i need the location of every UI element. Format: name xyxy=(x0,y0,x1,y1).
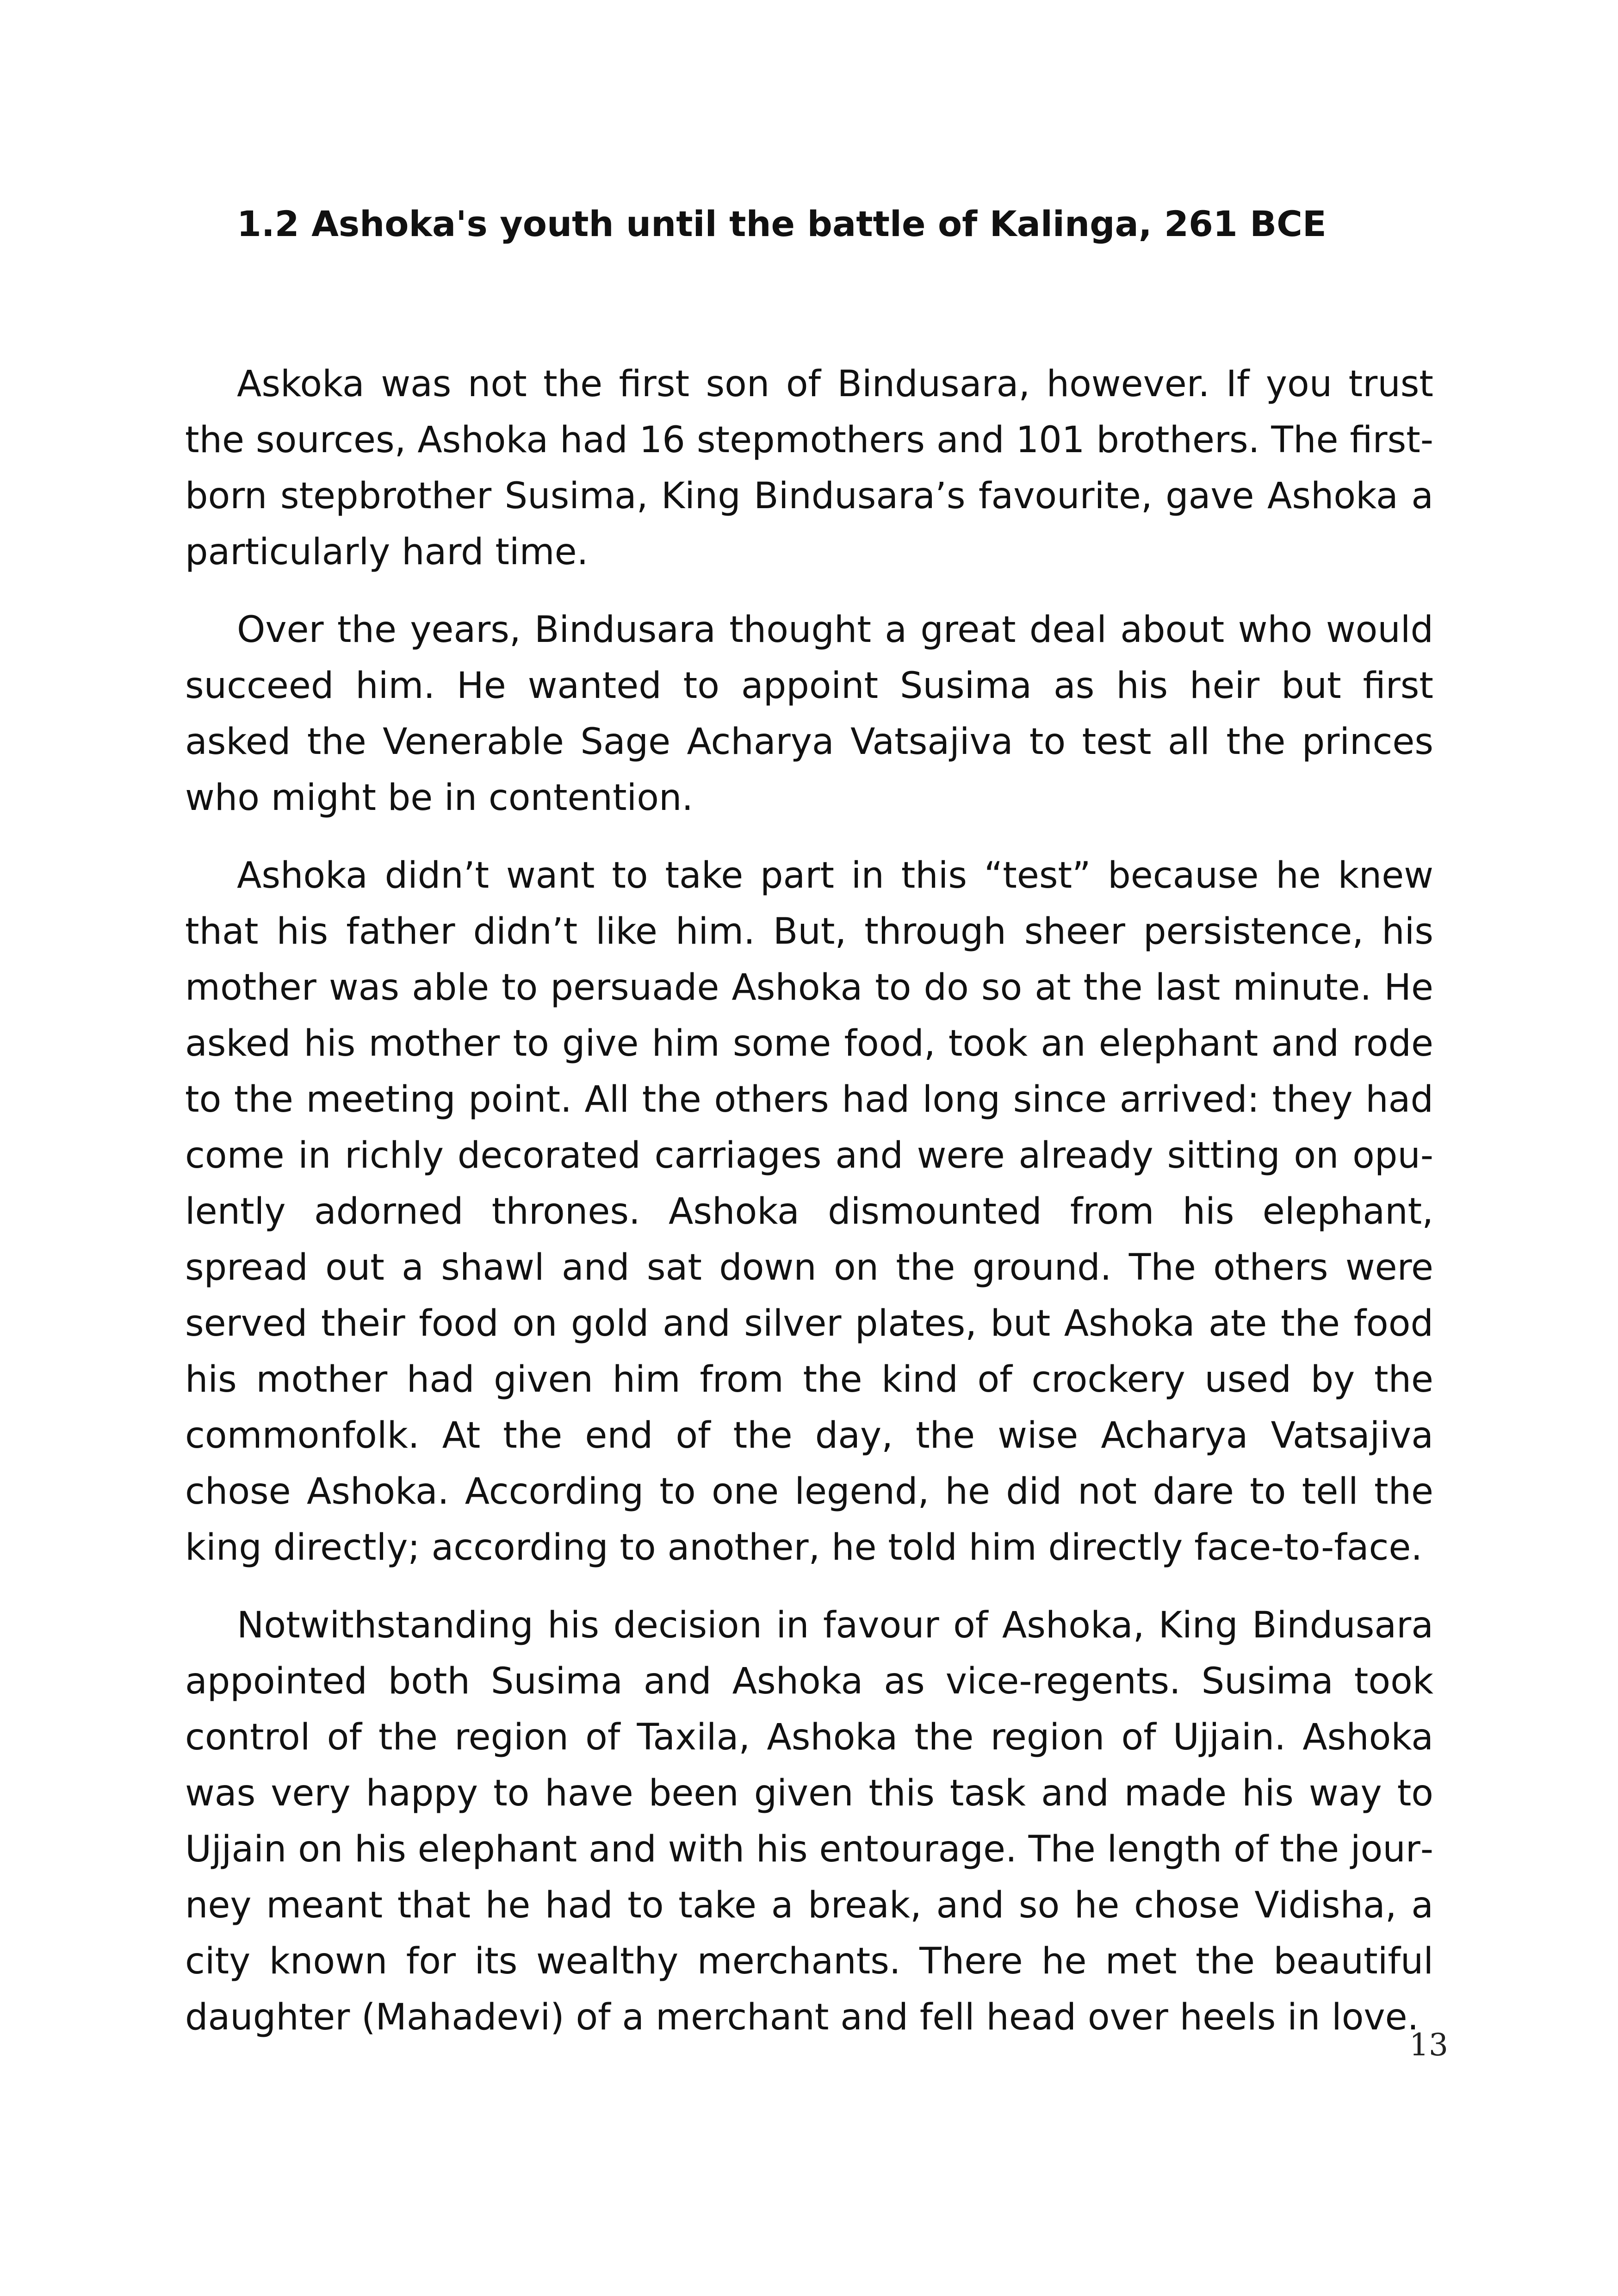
page-number: 13 xyxy=(1409,2027,1448,2063)
paragraph: Ashoka didn’t want to take part in this “test” because he knew that his father didn’t like him. But, through sheer persistence, his mother was able to persuade Ashoka to do so at the last minute. He asked his mother to give him some food, took an elephant and rode to the meeting point. All the others had long since arrived: they had come in richly decorated carriages and were already sitting on opulently adorned thrones. Ashoka dismounted from his elephant, spread out a shawl and sat down on the ground. The others were served their food on gold and silver plates, but Ashoka ate the food his mother had given him from the kind of crockery used by the commonfolk. At the end of the day, the wise Acharya Vatsajiva chose Ashoka. According to one legend, he did not dare to tell the king directly; according to another, he told him directly face-to-face. xyxy=(185,855,1433,1568)
section-heading: 1.2 Ashoka's youth until the battle of Kalinga, 261 BCE xyxy=(237,203,1327,244)
paragraph: Over the years, Bindusara thought a great deal about who would succeed him. He wanted to appoint Susima as his heir but first asked the Venerable Sage Acharya Vatsajiva to test all the princes who might be in contention. xyxy=(185,609,1433,819)
paragraph: Askoka was not the first son of Bindusara, however. If you trust the sources, Ashoka had 16 stepmothers and 101 brothers. The firstborn stepbrother Susima, King Bindusara’s favourite, gave Ashoka a particularly hard time. xyxy=(185,363,1433,573)
body-text xyxy=(185,356,1433,2067)
paragraph: Notwithstanding his decision in favour of Ashoka, King Bindusara appointed both Susima and Ashoka as vice-regents. Susima took control of the region of Taxila, Ashoka the region of Ujjain. Ashoka was very happy to have been given this task and made his way to Ujjain on his elephant and with his entourage. The length of the journey meant that he had to take a break, and so he chose Vidisha, a city known for its wealthy merchants. There he met the beautiful daughter (Mahadevi) of a merchant and fell head over heels in love. xyxy=(185,1605,1433,2038)
